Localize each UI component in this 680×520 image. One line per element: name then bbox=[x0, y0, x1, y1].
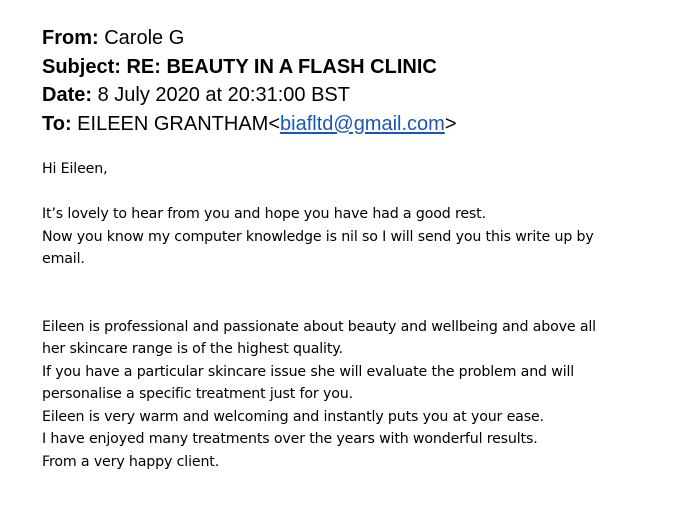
body-line: Eileen is very warm and welcoming and instantly puts you at your ease. bbox=[42, 408, 544, 425]
greeting: Hi Eileen, bbox=[42, 161, 108, 177]
body-line: email. bbox=[42, 251, 85, 267]
from-value: Carole G bbox=[104, 27, 185, 49]
date-line bbox=[42, 81, 652, 110]
subject-value: RE: BEAUTY IN A FLASH CLINIC bbox=[126, 55, 437, 78]
subject-line bbox=[42, 53, 652, 82]
body-line: personalise a specific treatment just for you. bbox=[42, 386, 353, 402]
email-headers bbox=[42, 24, 652, 138]
body-line: It’s lovely to hear from you and hope you have had a good rest. bbox=[42, 206, 486, 222]
subject-label: Subject: bbox=[42, 55, 121, 78]
to-close-bracket: > bbox=[444, 112, 457, 135]
body-line: If you have a particular skincare issue she will evaluate the problem and will bbox=[42, 363, 575, 380]
date-label: Date: bbox=[42, 84, 93, 106]
date-value: 8 July 2020 at 20:31:00 BST bbox=[97, 84, 350, 106]
email-document bbox=[42, 24, 652, 473]
to-open-bracket: < bbox=[268, 112, 281, 135]
signoff: From a very happy client. bbox=[42, 453, 220, 470]
to-email-link[interactable]: biafltd@gmail.com bbox=[280, 112, 445, 135]
body-line: her skincare range is of the highest quality. bbox=[42, 341, 343, 357]
to-label: To: bbox=[42, 112, 72, 135]
body-line: Eileen is professional and passionate about beauty and wellbeing and above all bbox=[42, 318, 596, 335]
body-line: I have enjoyed many treatments over the years with wonderful results. bbox=[42, 431, 538, 447]
to-line bbox=[42, 110, 652, 139]
from-label: From: bbox=[42, 27, 99, 49]
body-line: Now you know my computer knowledge is nil so I will send you this write up by bbox=[42, 228, 594, 245]
from-line bbox=[42, 24, 652, 53]
email-body bbox=[42, 158, 652, 473]
to-name: EILEEN GRANTHAM bbox=[77, 112, 269, 135]
paragraph-gap bbox=[42, 181, 652, 204]
paragraph-gap bbox=[42, 271, 652, 316]
